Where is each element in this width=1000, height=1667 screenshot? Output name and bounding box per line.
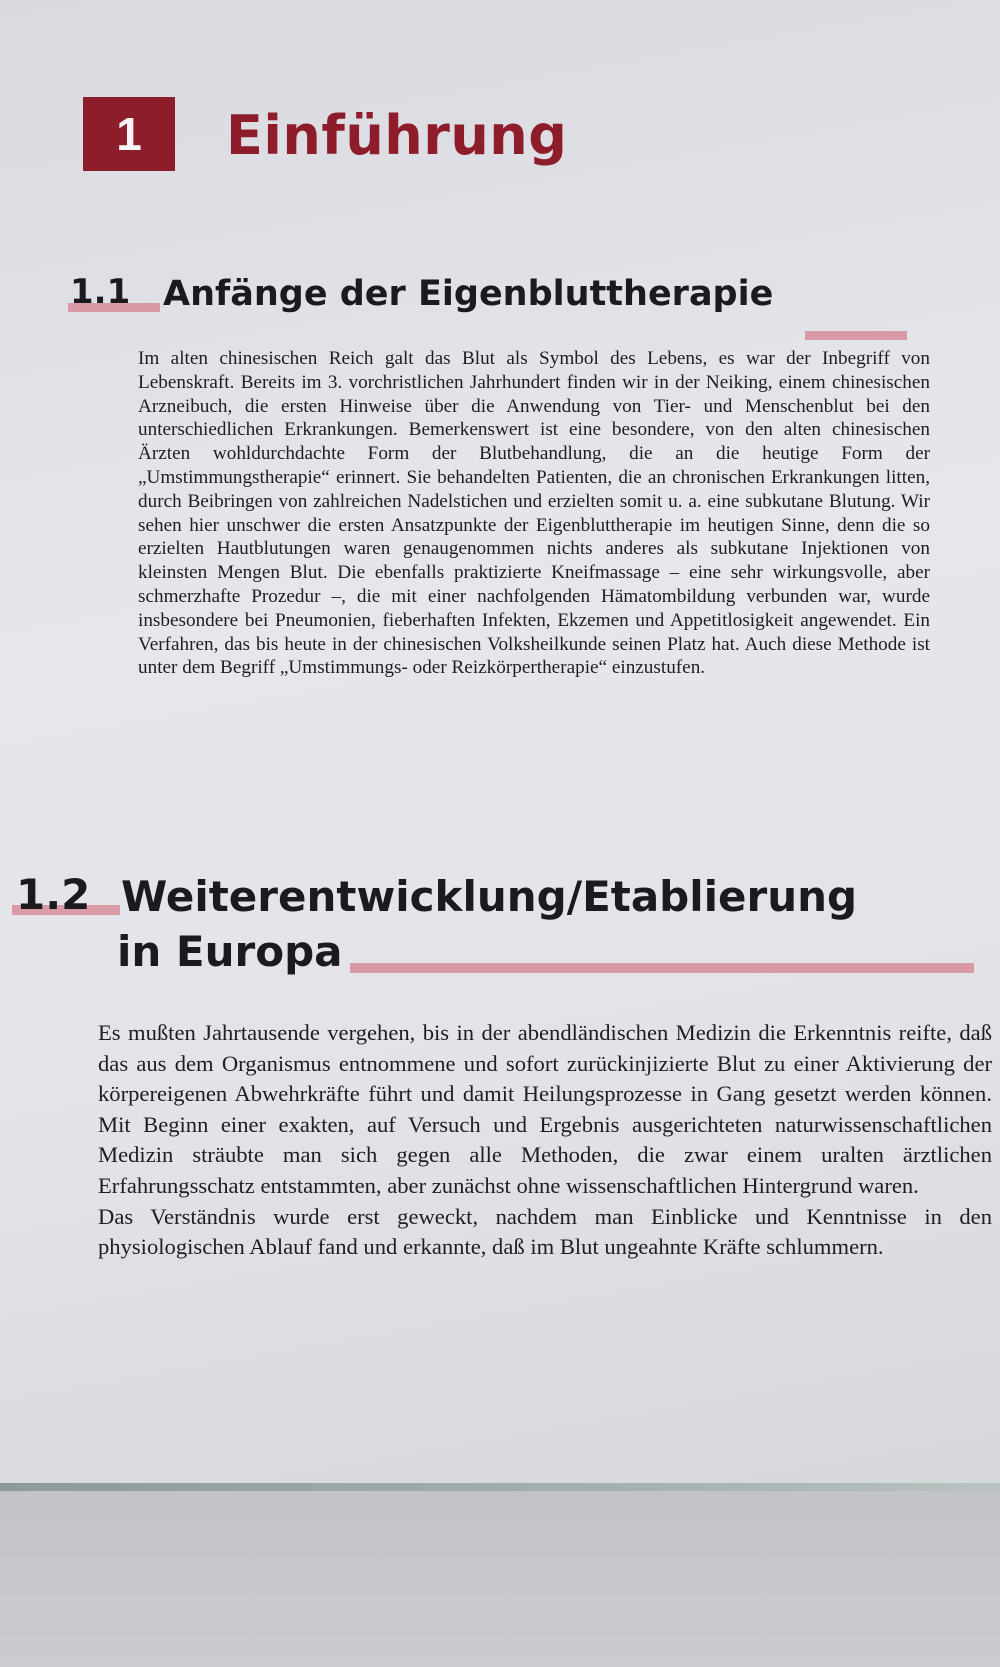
chapter-number-box: [83, 97, 175, 171]
section-1-2-title-line2: in Europa: [117, 927, 343, 976]
background-surface: [0, 1491, 1000, 1667]
section-1-1-title: Anfänge der Eigenbluttherapie: [163, 274, 774, 314]
section-1-2-title-line1: Weiterentwicklung/Etablierung: [121, 872, 858, 921]
section-1-2-number: 1.2: [16, 870, 91, 919]
section-1-2-paragraph-1: Es mußten Jahrtausende vergehen, bis in der abendländischen Medizin die Erkenntnis reifte, daß das aus dem Organismus entnommene und sofort zurückinjizierte Blut zu einer Aktivierung der körpereigenen Abwehrkräfte führt und damit Heilungsprozesse in Gang gesetzt werden können. Mit Beginn einer exakten, auf Versuch und Ergebnis ausgerichteten naturwissenschaftlichen Medizin sträubte man sich gegen alle Methoden, die zwar einem uralten ärztlichen Erfahrungsschatz entstammten, aber zunächst ohne wissenschaftlichen Hintergrund waren.: [98, 1020, 992, 1198]
section-1-1-title-bar: [805, 331, 907, 340]
section-1-2-body: [98, 1018, 992, 1263]
section-1-1-body: Im alten chinesischen Reich galt das Blut als Symbol des Lebens, es war der Inbegriff von Lebenskraft. Bereits im 3. vorchristlichen Jahrhundert finden wir in der Neiking, einem chinesischen Arzneibuch, die ersten Hinweise über die Anwendung von Tier- und Menschenblut bei den unterschiedlichen Erkrankungen. Bemerkenswert ist eine besondere, von den alten chinesischen Ärzten wohldurchdachte Form der Blutbehandlung, die an die heutige Form der „Umstimmungstherapie“ erinnert. Sie behandelten Patienten, die an chronischen Erkrankungen litten, durch Beibringen von zahlreichen Nadelstichen und erzielten somit u. a. eine subkutane Blutung. Wir sehen hier unschwer die ersten Ansatzpunkte der Eigenbluttherapie im heutigen Sinne, denn die so erzielten Hautblutungen waren genaugenommen nichts anderes als subkutane Injektionen von kleinsten Mengen Blut. Die ebenfalls praktizierte Kneifmassage – eine sehr wirkungsvolle, aber schmerzhafte Prozedur –, die mit einer nachfolgenden Hämatombildung verbunden war, wurde insbesondere bei Pneumonien, fieberhaften Infekten, Ekzemen und Appetitlosigkeit angewendet. Ein Verfahren, das bis heute in der chinesischen Volksheilkunde seinen Platz hat. Auch diese Methode ist unter dem Begriff „Umstimmungs- oder Reizkörpertherapie“ einzustufen.: [138, 348, 930, 679]
chapter-number: 1: [116, 108, 142, 160]
chapter-title: Einführung: [226, 104, 568, 167]
section-1-2-paragraph-2: Das Verständnis wurde erst geweckt, nachdem man Einblicke und Kenntnisse in den physiologischen Ablauf fand und erkannte, daß im Blut ungeahnte Kräfte schlummern.: [98, 1203, 992, 1260]
page-bottom-rule: [0, 1483, 1000, 1491]
section-1-1-number: 1.1: [70, 272, 131, 312]
section-1-2-title-bar: [350, 963, 974, 973]
